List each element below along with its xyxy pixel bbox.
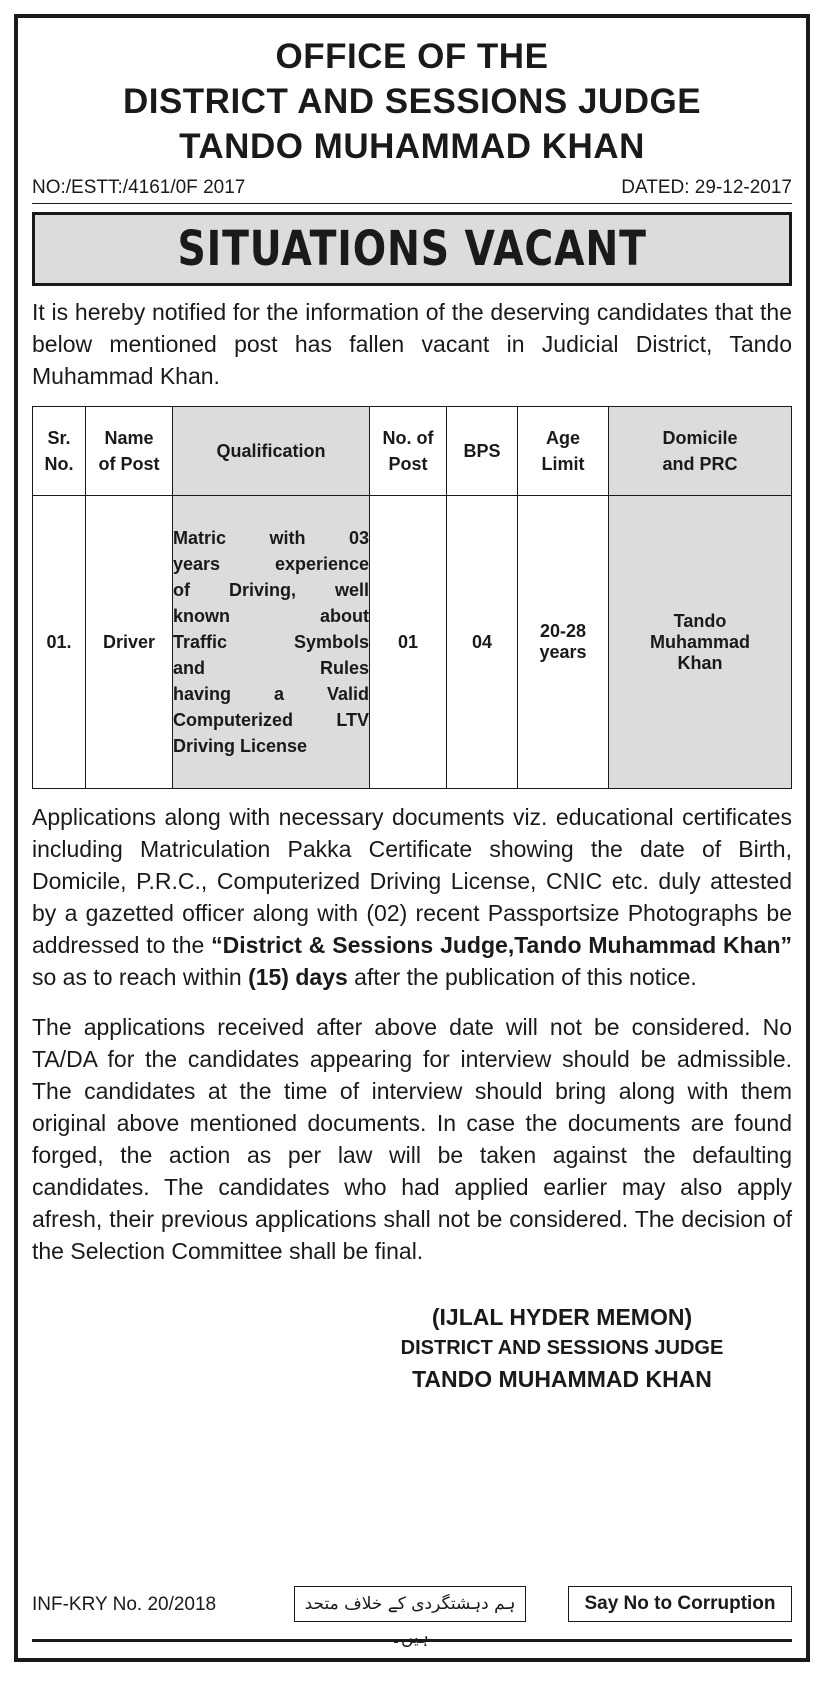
col-name-of-post: Name of Post — [86, 407, 173, 496]
signatory-place: TANDO MUHAMMAD KHAN — [412, 1366, 712, 1392]
table-row — [33, 496, 792, 789]
reference-date: DATED: 29-12-2017 — [621, 177, 792, 198]
header-line-2: DISTRICT AND SESSIONS JUDGE — [122, 82, 702, 121]
notice-content — [32, 18, 792, 1658]
col-no-of-post: No. of Post — [370, 407, 447, 496]
vacancy-table — [32, 406, 792, 789]
notice-page — [14, 14, 810, 1662]
conditions-paragraph: The applications received after above date will not be considered. No TA/DA for the candidates appearing for interview should be admissible. The candidates at the time of interview should bring along with them original above mentioned documents. In case the documents are found forged, the action as per law will be taken against the defaulting candidates. The candidates who had applied earlier may also apply afresh, their previous applications shall not be considered. The decision of the Selection Committee shall be final. — [32, 1014, 792, 1264]
reference-number: NO:/ESTT:/4161/0F 2017 — [32, 177, 246, 198]
col-domicile: Domicile and PRC — [609, 407, 792, 496]
inf-number: INF-KRY No. 20/2018 — [32, 1594, 217, 1615]
banner-text: SITUATIONS VACANT — [177, 221, 647, 277]
header-line-1: OFFICE OF THE — [275, 37, 549, 76]
intro-paragraph: It is hereby notified for the information of the deserving candidates that the below mentioned post has fallen vacant in Judicial District, Tando Muhammad Khan. — [32, 299, 792, 389]
table-header-row — [33, 407, 792, 496]
reference-row — [32, 177, 792, 204]
deadline-days: (15) days — [248, 964, 348, 990]
cell-sr: 01. — [33, 496, 86, 789]
footer — [32, 1586, 792, 1648]
anti-corruption-slogan: Say No to Corruption — [568, 1586, 792, 1622]
bottom-rule — [32, 1639, 792, 1642]
address-to: “District & Sessions Judge,Tando Muhammad Khan” — [211, 932, 793, 958]
cell-domicile: Tando Muhammad Khan — [609, 496, 792, 789]
col-qualification: Qualification — [173, 407, 370, 496]
col-bps: BPS — [447, 407, 518, 496]
cell-qualification: Matric with 03 years experience of Driving, well known about Traffic Symbols and Rules having a Valid Computerized LTV Driving License — [173, 496, 370, 789]
cell-post-name: Driver — [86, 496, 173, 789]
applications-paragraph: Applications along with necessary documents viz. educational certificates including Matriculation Pakka Certificate showing the date of Birth, Domicile, P.R.C., Computerized Driving License, CNIC etc. duly attested by a gazetted officer along with (02) recent Passportsize Photographs be addressed to the “District & Sessions Judge,Tando Muhammad Khan” so as to reach within (15) days after the publication of this notice. — [32, 804, 793, 990]
cell-age-limit: 20-28 years — [518, 496, 609, 789]
cell-no-of-post: 01 — [370, 496, 447, 789]
cell-bps: 04 — [447, 496, 518, 789]
office-header — [32, 34, 792, 169]
urdu-slogan: ہم دہشتگردی کے خلاف متحد ہیں۔ — [294, 1586, 526, 1622]
signature-block — [332, 1301, 792, 1395]
col-age-limit: Age Limit — [518, 407, 609, 496]
signatory-designation: DISTRICT AND SESSIONS JUDGE — [400, 1337, 724, 1359]
situations-vacant-banner — [32, 212, 792, 286]
col-sr-no: Sr. No. — [33, 407, 86, 496]
signatory-name: (IJLAL HYDER MEMON) — [431, 1304, 693, 1330]
header-line-3: TANDO MUHAMMAD KHAN — [179, 127, 645, 166]
